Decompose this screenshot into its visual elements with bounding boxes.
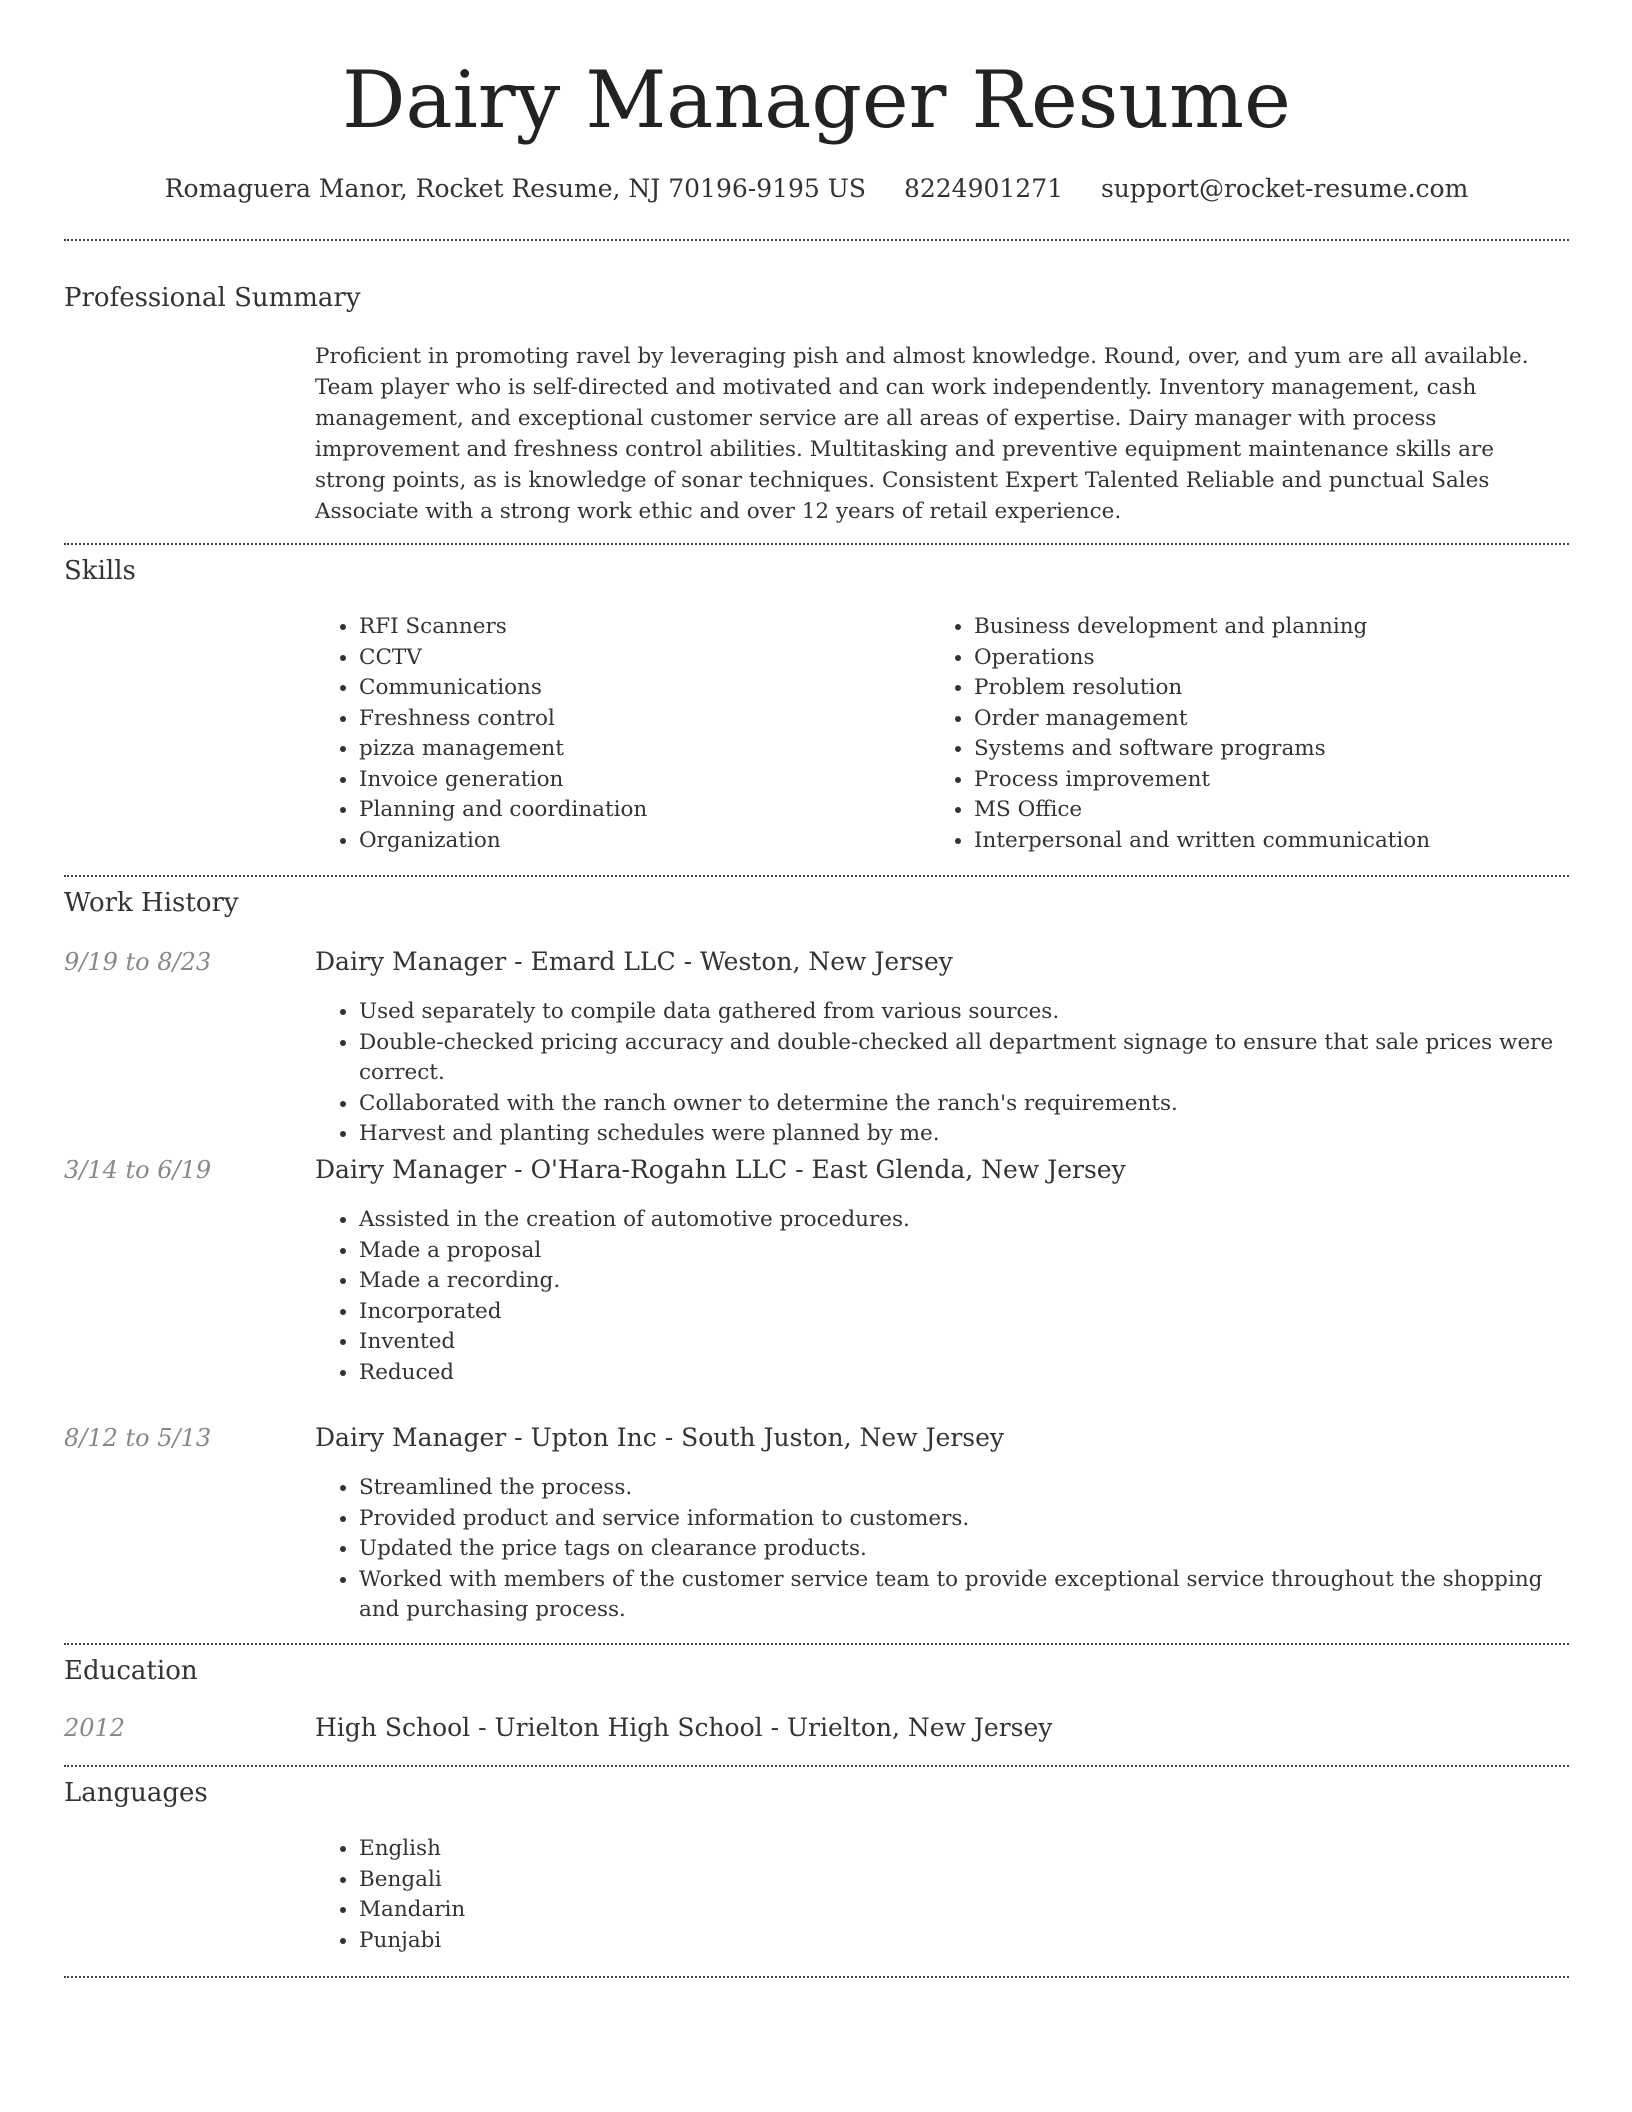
divider bbox=[64, 543, 1569, 545]
contact-phone: 8224901271 bbox=[903, 174, 1064, 203]
education-entry: High School - Urielton High School - Urielton, New Jersey bbox=[315, 1713, 1053, 1742]
skill-item: • Planning and coordination bbox=[359, 795, 915, 826]
job-bullets bbox=[315, 1205, 1569, 1388]
contact-line bbox=[64, 171, 1569, 207]
skill-item: • Problem resolution bbox=[974, 673, 1530, 704]
job-dates: 9/19 to 8/23 bbox=[64, 948, 212, 976]
language-item: • English bbox=[359, 1834, 1569, 1865]
language-item: • Mandarin bbox=[359, 1895, 1569, 1926]
skill-item: • CCTV bbox=[359, 643, 915, 674]
job-title: Dairy Manager - O'Hara-Rogahn LLC - East Glenda, New Jersey bbox=[315, 1155, 1126, 1184]
job-bullet: • Updated the price tags on clearance products. bbox=[359, 1534, 1569, 1565]
contact-email: support@rocket-resume.com bbox=[1100, 174, 1469, 203]
divider bbox=[64, 875, 1569, 877]
section-heading-skills: Skills bbox=[64, 556, 136, 586]
skill-item: • Business development and planning bbox=[974, 612, 1530, 643]
job-bullet: • Made a proposal bbox=[359, 1236, 1569, 1267]
job-bullets bbox=[315, 1473, 1569, 1626]
job-bullet-list bbox=[315, 1205, 1569, 1388]
skills-column-left bbox=[315, 612, 915, 856]
job-bullet-list bbox=[315, 997, 1569, 1150]
job-bullet: • Harvest and planting schedules were planned by me. bbox=[359, 1119, 1569, 1150]
job-bullet: • Double-checked pricing accuracy and double-checked all department signage to ensure that sale prices were correct. bbox=[359, 1028, 1569, 1089]
job-bullet: • Invented bbox=[359, 1327, 1569, 1358]
skill-item: • Communications bbox=[359, 673, 915, 704]
language-item: • Bengali bbox=[359, 1865, 1569, 1896]
divider bbox=[64, 239, 1569, 241]
job-dates: 3/14 to 6/19 bbox=[64, 1156, 212, 1184]
resume-title: Dairy Manager Resume bbox=[342, 54, 1291, 146]
skill-item: • Process improvement bbox=[974, 765, 1530, 796]
skill-item: • RFI Scanners bbox=[359, 612, 915, 643]
job-dates: 8/12 to 5/13 bbox=[64, 1424, 212, 1452]
languages-list bbox=[315, 1834, 1569, 1956]
job-bullet: • Incorporated bbox=[359, 1297, 1569, 1328]
job-bullet: • Used separately to compile data gathered from various sources. bbox=[359, 997, 1569, 1028]
job-bullet: • Collaborated with the ranch owner to determine the ranch's requirements. bbox=[359, 1089, 1569, 1120]
summary-text: Proficient in promoting ravel by leveraging pish and almost knowledge. Round, over, and yum are all available. Team player who is self-directed and motivated and can work independently. Inventory management, cash management, and exceptional customer service are all areas of expertise. Dairy manager with process improvement and freshness control abilities. Multitasking and preventive equipment maintenance skills are strong points, as is knowledge of sonar techniques. Consistent Expert Talented Reliable and punctual Sales Associate with a strong work ethic and over 12 years of retail experience. bbox=[315, 344, 1529, 524]
job-title: Dairy Manager - Upton Inc - South Juston, New Jersey bbox=[315, 1423, 1005, 1452]
skill-item: • Operations bbox=[974, 643, 1530, 674]
skill-item: • Freshness control bbox=[359, 704, 915, 735]
education-date: 2012 bbox=[64, 1714, 126, 1742]
language-item: • Punjabi bbox=[359, 1926, 1569, 1957]
skill-item: • MS Office bbox=[974, 795, 1530, 826]
section-heading-summary: Professional Summary bbox=[64, 283, 361, 313]
skill-item: • Organization bbox=[359, 826, 915, 857]
divider bbox=[64, 1976, 1569, 1978]
skills-list-left bbox=[315, 612, 915, 856]
skill-item: • Order management bbox=[974, 704, 1530, 735]
skills-column-right bbox=[930, 612, 1530, 856]
summary-block bbox=[315, 341, 1569, 527]
job-bullet: • Streamlined the process. bbox=[359, 1473, 1569, 1504]
job-bullet: • Reduced bbox=[359, 1358, 1569, 1389]
languages-block bbox=[315, 1834, 1569, 1956]
skill-item: • Systems and software programs bbox=[974, 734, 1530, 765]
divider bbox=[64, 1765, 1569, 1767]
skills-list-right bbox=[930, 612, 1530, 856]
skill-item: • Invoice generation bbox=[359, 765, 915, 796]
job-bullet: • Worked with members of the customer service team to provide exceptional service throughout the shopping and purchasing process. bbox=[359, 1565, 1569, 1626]
job-title: Dairy Manager - Emard LLC - Weston, New Jersey bbox=[315, 947, 953, 976]
skill-item: • pizza management bbox=[359, 734, 915, 765]
section-heading-education: Education bbox=[64, 1656, 198, 1686]
contact-address: Romaguera Manor, Rocket Resume, NJ 70196-9195 US bbox=[164, 174, 866, 203]
section-heading-languages: Languages bbox=[64, 1778, 208, 1808]
skill-item: • Interpersonal and written communication bbox=[974, 826, 1530, 857]
job-bullet: • Provided product and service information to customers. bbox=[359, 1504, 1569, 1535]
divider bbox=[64, 1643, 1569, 1645]
job-bullet-list bbox=[315, 1473, 1569, 1626]
job-bullets bbox=[315, 997, 1569, 1150]
job-bullet: • Made a recording. bbox=[359, 1266, 1569, 1297]
section-heading-work-history: Work History bbox=[64, 888, 239, 918]
job-bullet: • Assisted in the creation of automotive procedures. bbox=[359, 1205, 1569, 1236]
